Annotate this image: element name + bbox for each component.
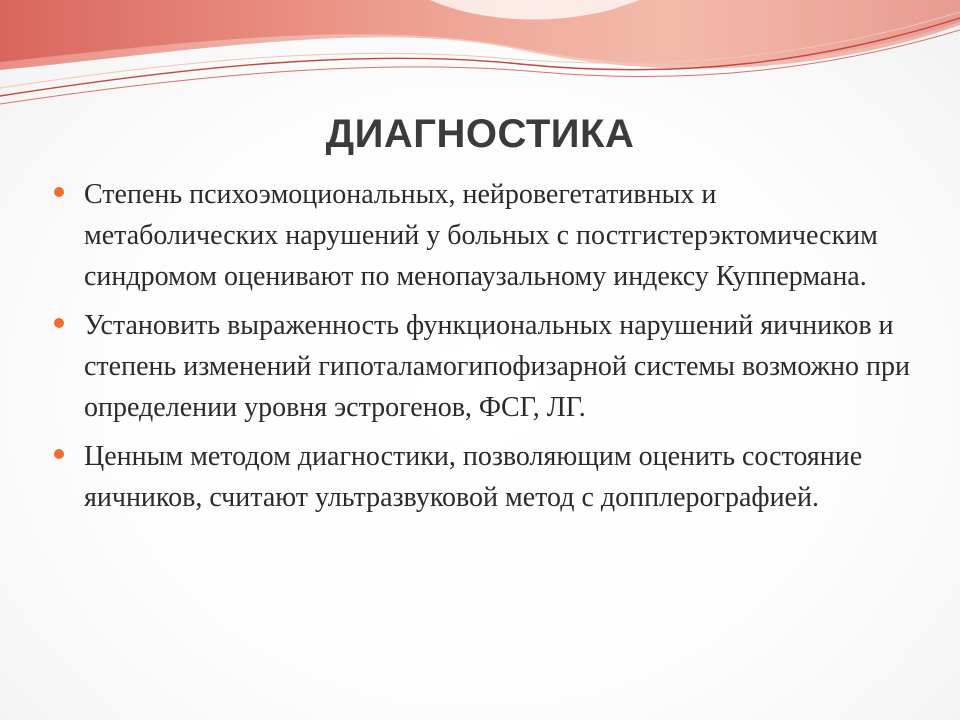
bullet-dot-icon: [54, 449, 64, 459]
bullet-text: Установить выраженность функциональных нарушений яичников и степень изменений гипоталамогипофизарной системы возможно при определении уровня эстрогенов, ФСГ, ЛГ.: [84, 310, 910, 423]
list-item: [54, 436, 914, 518]
bullet-dot-icon: [54, 318, 64, 328]
bullet-text: Ценным методом диагностики, позволяющим оценить состояние яичников, считают ультразвуковой метод с допплерографией.: [84, 441, 863, 513]
bullet-text: Степень психоэмоциональных, нейровегетативных и метаболических нарушений у больных с постгистерэктомическим синдромом оценивают по менопаузальному индексу Куппермана.: [84, 179, 878, 292]
wave-banner-decoration: [0, 0, 960, 120]
list-item: [54, 174, 914, 297]
bullet-list: [54, 174, 914, 526]
slide-title: ДИАГНОСТИКА: [325, 112, 635, 156]
list-item: [54, 305, 914, 428]
bullet-dot-icon: [54, 187, 64, 197]
